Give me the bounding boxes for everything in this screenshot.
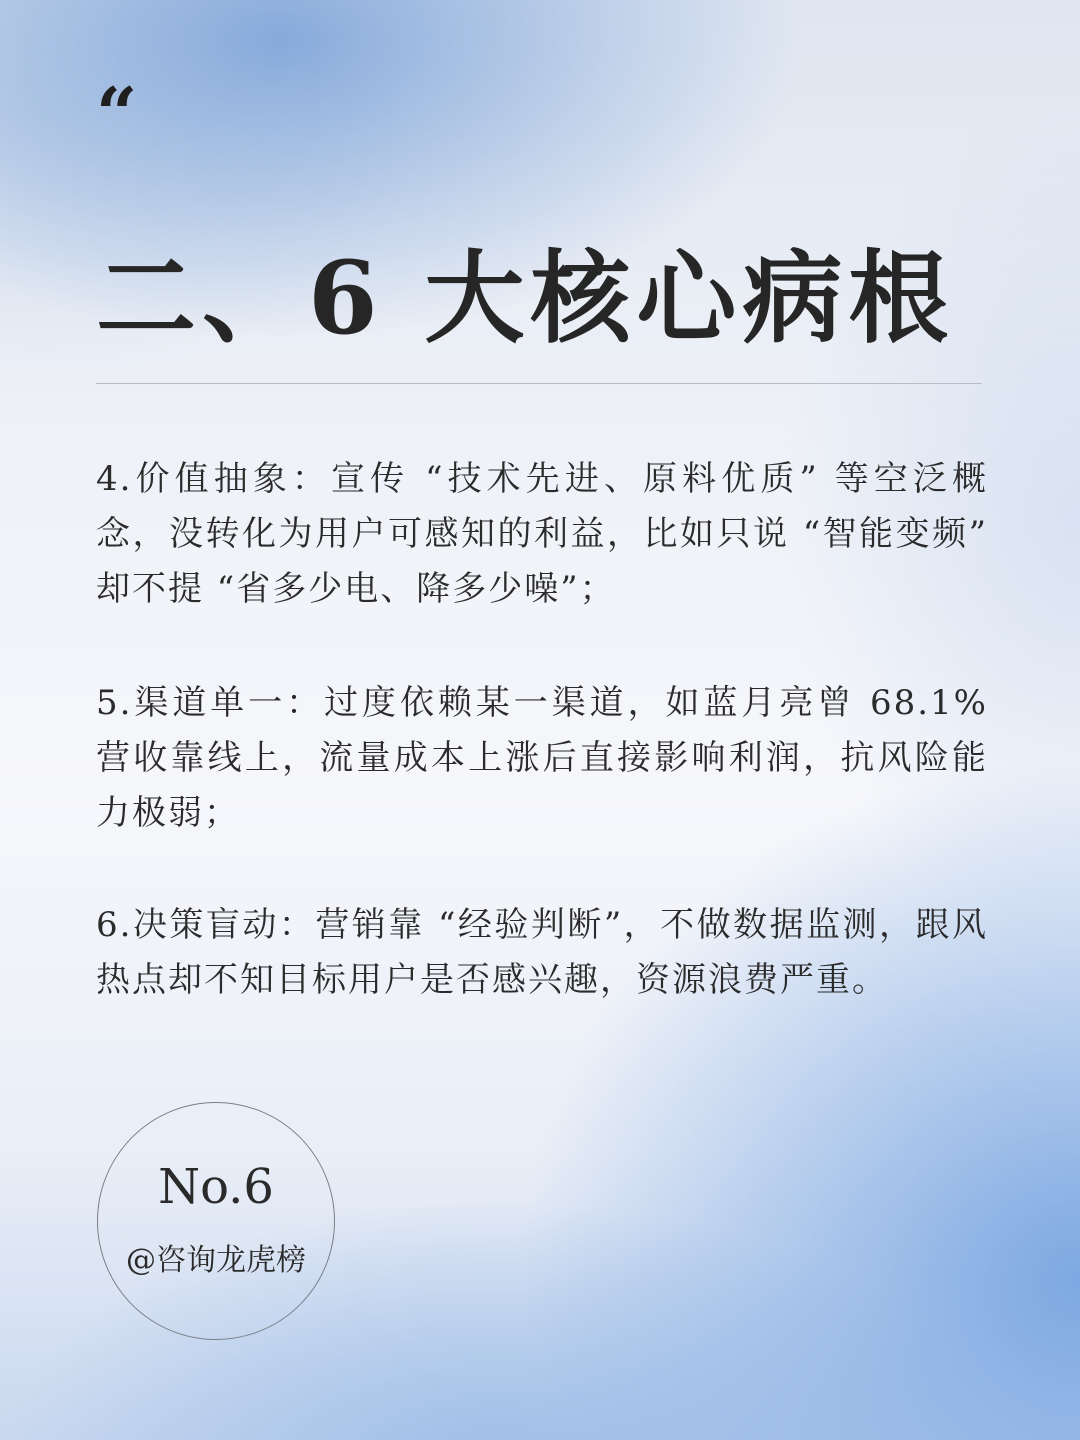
paragraph-value-abstraction: 4.价值抽象：宣传 “技术先进、原料优质” 等空泛概念，没转化为用户可感知的利益，比如只说 “智能变频” 却不提 “省多少电、降多少噪”； (96, 459, 988, 609)
number-badge (97, 1102, 335, 1340)
title-divider (96, 383, 982, 384)
badge-number: No.6 (158, 1159, 274, 1215)
paragraph-single-channel: 5.渠道单一：过度依赖某一渠道，如蓝月亮曾 68.1% 营收靠线上，流量成本上涨后直接影响利润，抗风险能力极弱； (96, 683, 988, 833)
badge-author: @咨询龙虎榜 (126, 1243, 306, 1278)
quote-mark-icon: “ (96, 71, 138, 156)
page-title: 二、6 大核心病根 (96, 239, 955, 357)
paragraph-blind-decision: 6.决策盲动：营销靠 “经验判断”，不做数据监测，跟风热点却不知目标用户是否感兴趣，资源浪费严重。 (96, 905, 988, 1000)
